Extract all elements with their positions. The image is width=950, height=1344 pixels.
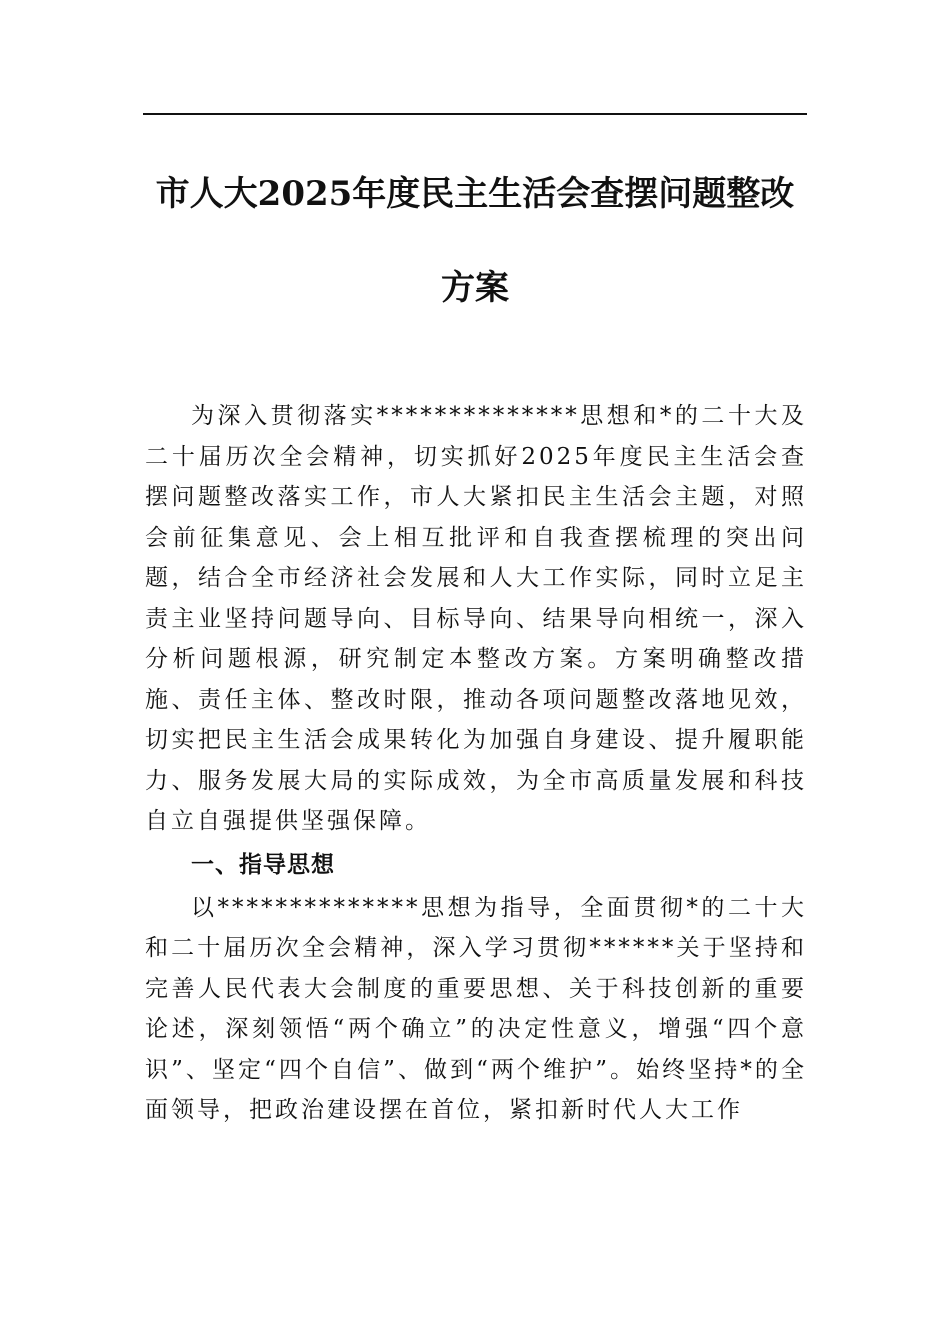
header-rule <box>143 113 807 115</box>
intro-paragraph: 为深入贯彻落实**************思想和*的二十大及二十届历次全会精神，切实抓好2025年度民主生活会查摆问题整改落实工作，市人大紧扣民主生活会主题，对照会前征集意见、会上相互批评和自我查摆梳理的突出问题，结合全市经济社会发展和人大工作实际，同时立足主责主业坚持问题导向、目标导向、结果导向相统一，深入分析问题根源，研究制定本整改方案。方案明确整改措施、责任主体、整改时限，推动各项问题整改落地见效，切实把民主生活会成果转化为加强自身建设、提升履职能力、服务发展大局的实际成效，为全市高质量发展和科技自立自强提供坚强保障。 <box>145 403 807 834</box>
title-line-1: 市人大2025年度民主生活会查摆问题整改 <box>155 174 795 214</box>
section-heading-guiding-ideology: 一、指导思想 <box>191 851 335 878</box>
section-1-paragraph: 以**************思想为指导，全面贯彻*的二十大和二十届历次全会精神，深入学习贯彻******关于坚持和完善人民代表大会制度的重要思想、关于科技创新的重要论述，深刻领悟“两个确立”的决定性意义，增强“四个意识”、坚定“四个自信”、做到“两个维护”。始终坚持*的全面领导，把政治建设摆在首位，紧扣新时代人大工作 <box>145 894 807 1123</box>
document-title <box>143 170 807 312</box>
document-body <box>145 396 807 1131</box>
title-line-2: 方案 <box>441 268 509 308</box>
